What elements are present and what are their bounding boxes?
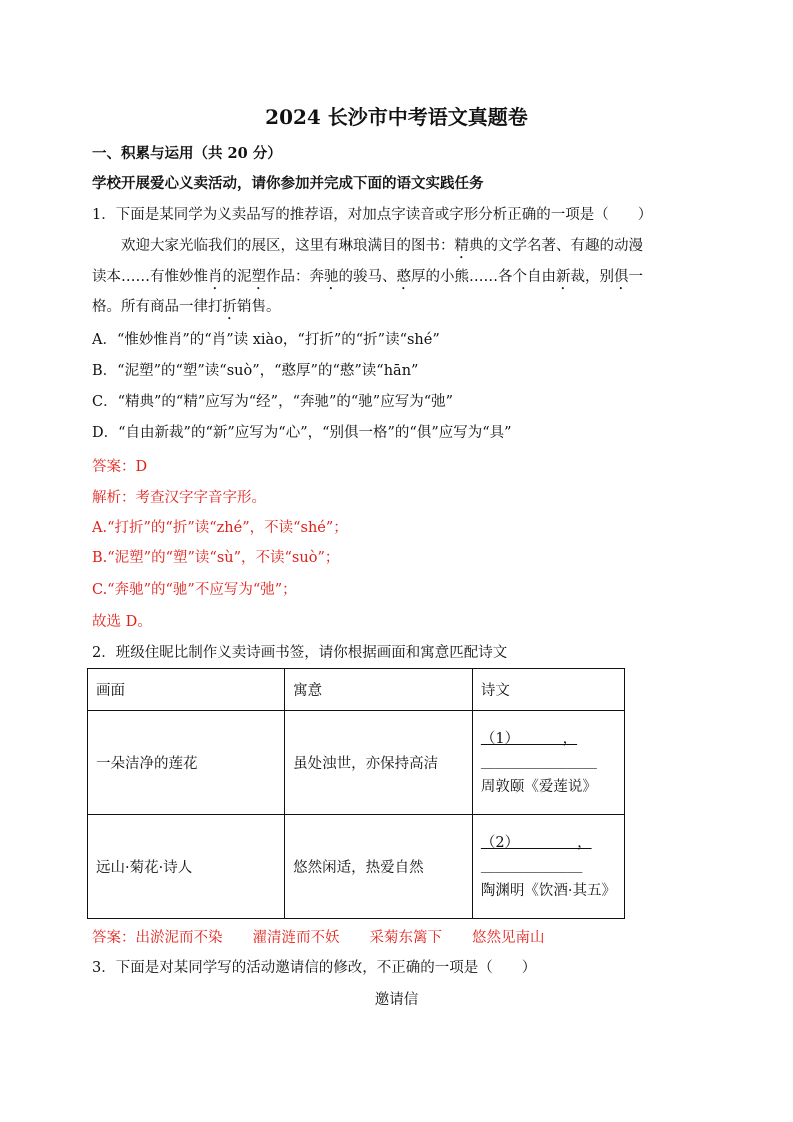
blank-line: （1）＿＿＿， [480,730,578,747]
q1-stem: 1．下面是某同学为义卖品写的推荐语，对加点字读音或字形分析正确的一项是（ ） [92,207,653,223]
letter-title: 邀请信 [374,992,419,1008]
q1-pick: 故选 D。 [92,614,152,630]
q1-analysis: 解析：考查汉字字音字形。 [92,490,266,506]
header-meaning: 寓意 [285,669,473,711]
blank-line: ＿＿＿＿＿＿＿ [480,858,583,875]
answer-item: 悠然见南山 [472,930,545,946]
table-header-row [88,669,625,711]
section-heading: 一、积累与运用（共 20 分） [92,145,282,162]
q1-passage-line3: 格。所有商品一律打折销售。 [92,299,281,315]
q1-option-c: C．“精典”的“精”应写为“经”，“奔驰”的“驰”应写为“弛” [92,394,454,410]
answer-item: 出淤泥而不染 [135,930,223,946]
cell-meaning: 虽处浊世，亦保持高洁 [285,711,473,815]
page-title: 2024 长沙市中考语文真题卷 [265,105,528,129]
q1-option-b: B．“泥塑”的“塑”读“suò”，“憨厚”的“憨”读“hān” [92,363,419,379]
q2-answer: 答案：出淤泥而不染 濯清涟而不妖 采菊东篱下 悠然见南山 [92,930,545,946]
cell-meaning: 悠然闲适，热爱自然 [285,815,473,919]
table-row [88,711,625,815]
q1-passage-line2: 读本……有惟妙惟肖的泥塑作品：奔驰的骏马、憨厚的小熊……各个自由新裁，别俱一 [92,269,643,285]
q1-answer: 答案：D [92,459,148,475]
cell-poem [472,711,624,815]
header-picture: 画面 [88,669,285,711]
table-row [88,815,625,919]
answer-item: 濯清涟而不妖 [252,930,340,946]
q1-explain-a: A.“打折”的“折”读“zhé”，不读“shé”； [92,520,348,536]
q2-stem: 2．班级住昵比制作义卖诗画书签，请你根据画面和寓意匹配诗文 [92,645,508,661]
cell-poem [472,815,624,919]
q1-option-a: A．“惟妙惟肖”的“肖”读 xiào，“打折”的“折”读“shé” [92,332,440,348]
q1-passage-line1: 欢迎大家光临我们的展区，这里有琳琅满目的图书：精典的文学名著、有趣的动漫 [121,238,643,254]
task-heading: 学校开展爱心义卖活动，请你参加并完成下面的语文实践任务 [92,175,484,192]
q3-stem: 3．下面是对某同学写的活动邀请信的修改，不正确的一项是（ ） [92,960,537,976]
q1-option-d: D．“自由新裁”的“新”应写为“心”，“别俱一格”的“俱”应写为“具” [92,425,512,441]
cell-picture: 远山·菊花·诗人 [88,815,285,919]
cell-picture: 一朵洁净的莲花 [88,711,285,815]
poem-match-table [87,668,625,919]
q1-explain-b: B.“泥塑”的“塑”读“sù”，不读“suò”； [92,550,340,566]
q1-explain-c: C.“奔驰”的“驰”不应写为“弛”； [92,582,297,598]
header-poem: 诗文 [472,669,624,711]
poem-source: 周敦颐《爱莲说》 [480,778,597,795]
blank-line: （2）＿＿＿＿， [480,834,592,851]
answer-item: 采菊东篱下 [369,930,442,946]
poem-source: 陶渊明《饮酒·其五》 [480,882,616,899]
blank-line: ＿＿＿＿＿＿＿＿ [480,754,597,771]
